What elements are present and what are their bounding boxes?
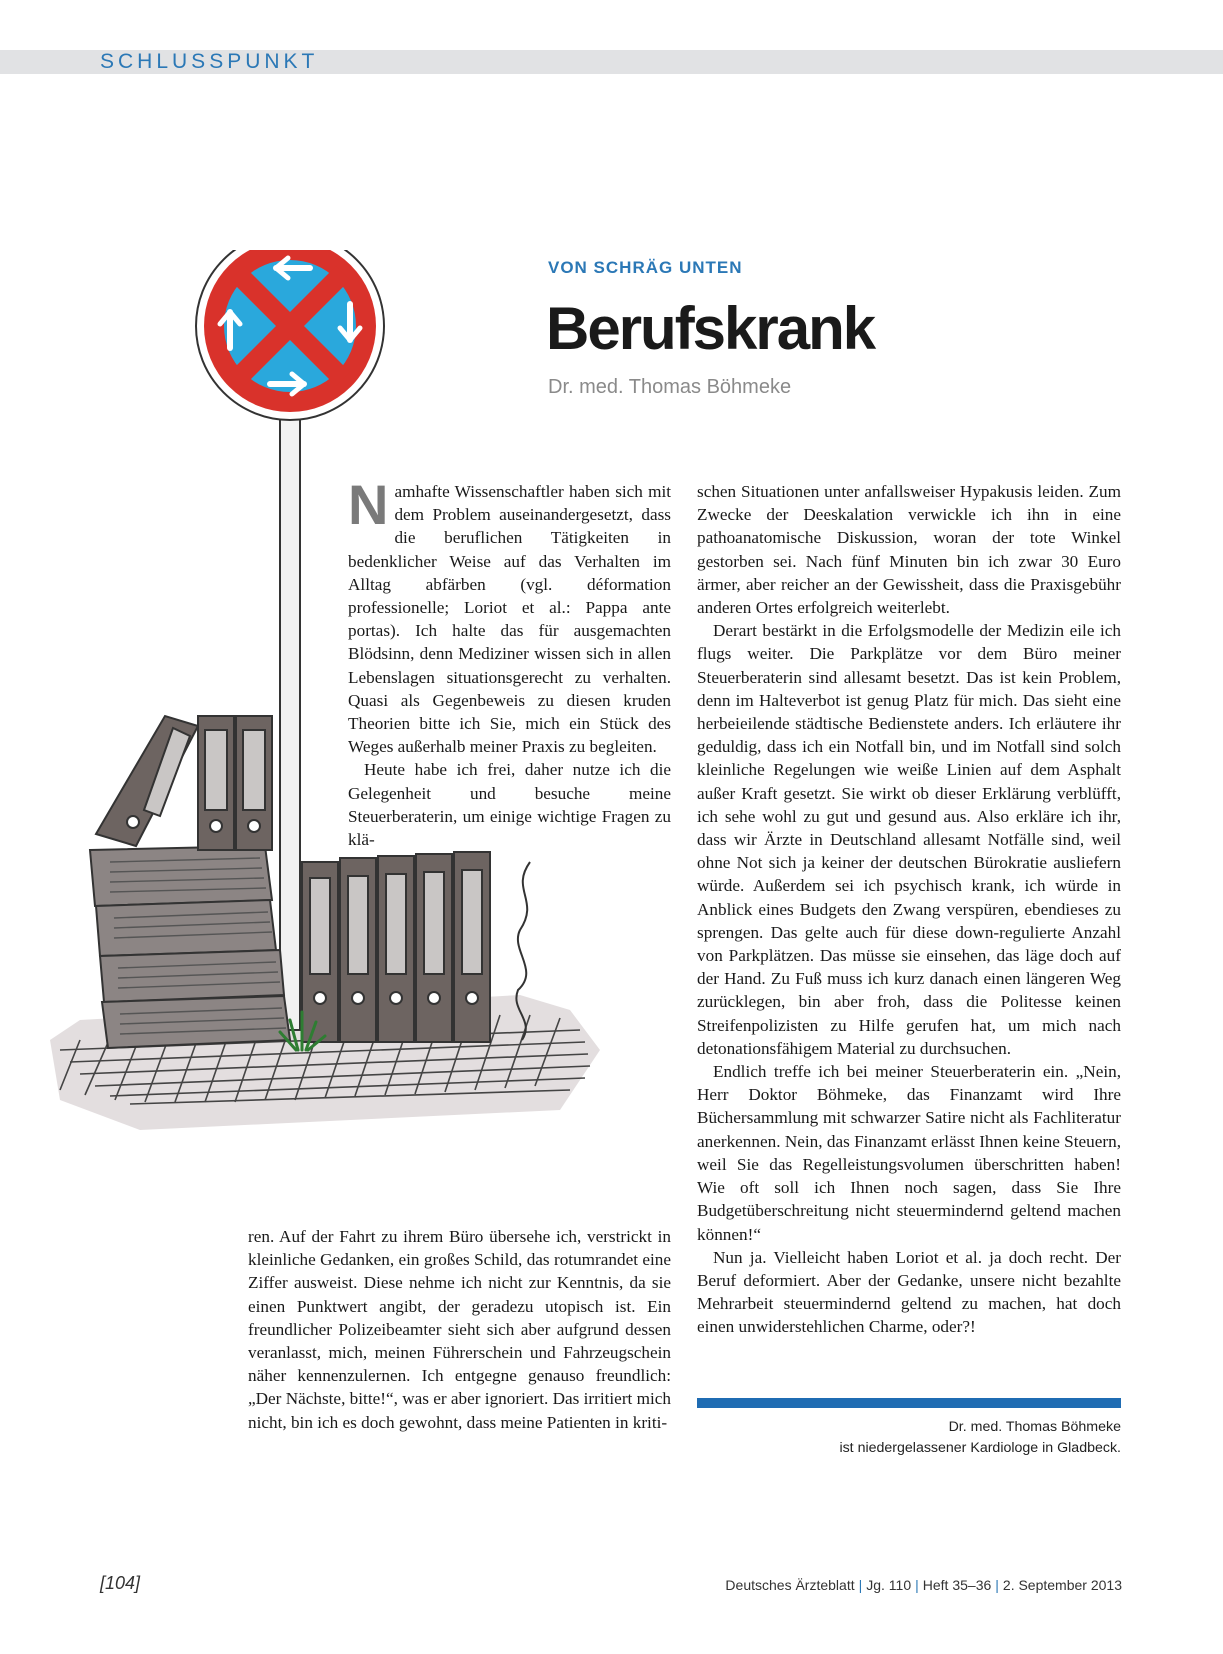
issue-date: 2. September 2013 (1002, 1577, 1122, 1593)
author-bio (697, 1417, 1121, 1459)
paragraph: Derart bestärkt in die Erfolgsmodelle der Medizin eile ich flugs weiter. Die Parkplätze vor dem Büro meiner Steuerberaterin sind allesamt besetzt. Das ist kein Problem, denn im Halteverbot ist genug Platz für mich. Das sieht eine herbeieilende städtische Bedienstete anders. Ich erläutere ihr geduldig, dass ich ein Notfall bin, und im Notfall sind solch kleinliche Regelungen wie weiße Linien auf dem Asphalt außer Kraft gesetzt. Sie wirkt ob dieser Erklärung verblüfft, ich sehe wohl zu gut und gesund aus. Also erkläre ich ihr, dass wir Ärzte in Deutschland allesamt Notfälle sind, weil ohne Not sich ja keiner der deutschen Bürokratie ausliefern würde. Außerdem sei ich psychisch krank, ich würde in Anblick eines Budgets den Zwang verspüren, ebendieses zu sprengen. Das gelte auch für diese down-regulierte Anzahl von Parkplätzen. Das müsse sie einsehen, das läge doch auf der Hand. Zu Fuß muss ich kurz danach einen längeren Weg zurücklegen, bin aber froh, dass die Politesse keinen Streifenpolizisten zu Hilfe gerufen hat, um mich nach detonationsfähigem Material zu durchsuchen. (697, 621, 1121, 1058)
paragraph: schen Situationen unter anfallsweiser Hypakusis leiden. Zum Zwecke der Deeskalation verwickle ich ihn in eine pathoanatomische Diskussion, woran der tote Winkel gestorben sei. Nach fünf Minuten bin ich zwar 30 Euro ärmer, aber reicher an der Gewissheit, dass die Praxisgebühr anderen Ortes erfolgreich weiterlebt. (697, 482, 1121, 618)
bio-description: ist niedergelassener Kardiologe in Gladbeck. (839, 1440, 1121, 1456)
page-number: [104] (100, 1573, 141, 1593)
journal-name: Deutsches Ärzteblatt (725, 1577, 855, 1593)
paragraph: Nun ja. Vielleicht haben Loriot et al. ja doch recht. Der Beruf deformiert. Aber der Gedanke, unsere nicht bezahlte Mehrarbeit steuermindernd geltend zu machen, hat doch einen unwiderstehlichen Charme, oder?! (697, 1247, 1121, 1337)
separator: | (858, 1577, 863, 1593)
separator: | (915, 1577, 919, 1593)
issue: Heft 35–36 (922, 1577, 992, 1593)
volume: Jg. 110 (866, 1577, 912, 1593)
separator: | (995, 1577, 999, 1593)
article-title: Berufskrank (546, 295, 875, 362)
paragraph: ren. Auf der Fahrt zu ihrem Büro übersehe ich, verstrickt in kleinliche Gedanken, ein großes Schild, das rotumrandet eine Ziffer ausweist. Diese nehme ich nicht zur Kenntnis, da sie einen Punktwert angibt, der geradezu utopisch ist. Ein freundlicher Polizeibeamter sieht sich aber aufgrund dessen veranlasst, mich, meinen Führerschein und Fahrzeugschein näher kennenzulernen. Ich entgegne genauso freundlich: „Der Nächste, bitte!“, was er aber ignoriert. Das irritiert mich nicht, bin ich es doch gewohnt, dass meine Patienten in kriti- (248, 1227, 671, 1432)
text-column-1 (348, 473, 671, 851)
article-author: Dr. med. Thomas Böhmeke (548, 376, 792, 398)
paragraph: Heute habe ich frei, daher nutze ich die Gelegenheit und besuche meine Steuerberaterin, um einige wichtige Fragen zu klä- (348, 760, 671, 850)
text-column-3 (697, 480, 1121, 1339)
article-kicker: VON SCHRÄG UNTEN (548, 258, 743, 277)
paragraph (348, 473, 671, 758)
paragraph: Endlich treffe ich bei meiner Steuerberaterin ein. „Nein, Herr Doktor Böhmeke, das Finanzamt wird Ihre Büchersammlung mit schwarzer Satire nicht als Fachliteratur anerkennen. Nein, das Finanzamt erlässt Ihnen keine Steuern, weil Sie das Regelleistungsvolumen überschritten haben! Wie oft soll ich Ihnen noch sagen, dass Sie Ihre Budgetüberschreitung nicht steuermindernd geltend machen können!“ (697, 1062, 1121, 1244)
journal-footer (725, 1577, 1122, 1593)
section-label: SCHLUSSPUNKT (100, 50, 319, 73)
bio-name: Dr. med. Thomas Böhmeke (948, 1419, 1121, 1435)
no-stopping-sign (196, 250, 384, 420)
paragraph-text: amhafte Wissenschaftler haben sich mit dem Problem auseinandergesetzt, dass die beruflichen Tätigkeiten in bedenklicher Weise auf das Verhalten im Alltag abfärben (vgl. déformation professionelle; Loriot et al.: Pappa ante portas). Ich halte das für ausgemachten Blödsinn, denn Mediziner wissen sich in allen Lebenslagen situationsgerecht zu verhalten. Quasi als Gegenbeweis zu diesen kruden Theorien bitte ich Sie, mich ein Stück des Weges außerhalb meiner Praxis zu begleiten. (348, 482, 671, 757)
drop-cap: N (348, 473, 389, 536)
text-column-2 (248, 1225, 671, 1434)
bio-divider (697, 1398, 1121, 1408)
